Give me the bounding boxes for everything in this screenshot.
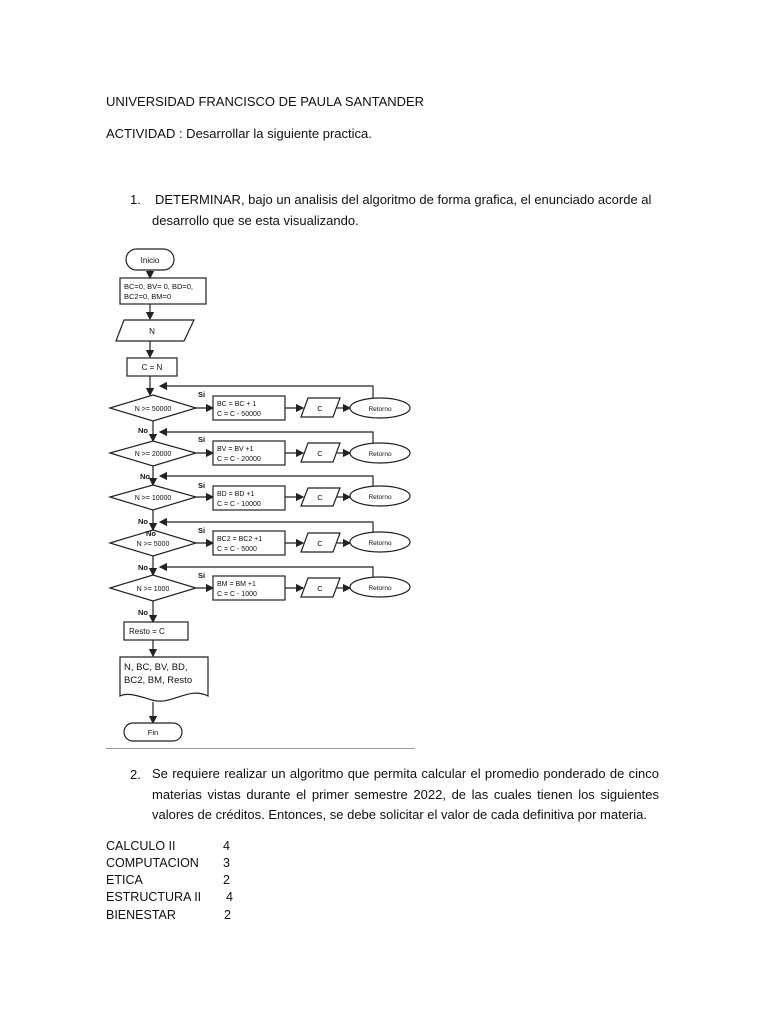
decision-condition: N >= 20000	[134, 451, 172, 458]
subject-credits: 2	[224, 908, 231, 922]
return-label: Retorno	[368, 451, 392, 458]
subject-credits: 2	[223, 873, 230, 887]
remainder-label: Resto = C	[129, 627, 165, 636]
input-n	[116, 320, 194, 341]
university-title: UNIVERSIDAD FRANCISCO DE PAULA SANTANDER	[106, 94, 425, 109]
process-op-2: C = C - 20000	[217, 456, 261, 463]
decision-condition: N >= 1000	[136, 586, 170, 593]
output-c-label: C	[317, 493, 323, 502]
process-op-2: C = C - 1000	[217, 591, 257, 598]
init-line-2: BC2=0, BM=0	[124, 292, 172, 301]
init-line-1: BC=0, BV= 0, BD=0,	[124, 282, 193, 291]
yes-label: Si	[198, 435, 206, 444]
yes-label: Si	[198, 526, 206, 535]
decision-row-4	[110, 522, 410, 556]
section-divider	[106, 748, 415, 749]
subject-credits: 3	[223, 856, 230, 870]
return-label: Retorno	[368, 540, 392, 547]
input-n-label: N	[149, 327, 155, 336]
decision-row-2	[110, 432, 410, 466]
return-label: Retorno	[368, 406, 392, 413]
subject-name: ESTRUCTURA II	[106, 890, 202, 904]
start-label: Inicio	[140, 256, 160, 265]
process-op-2: C = C - 50000	[217, 411, 261, 418]
decision-condition: N >= 5000	[136, 541, 170, 548]
no-label: No	[138, 517, 148, 526]
flowchart	[100, 240, 420, 745]
question-1-line-1: DETERMINAR, bajo un analisis del algoritmo de forma grafica, el enunciado acorde al	[155, 192, 652, 207]
question-1-number: 1.	[130, 192, 141, 207]
no-label: No	[138, 563, 148, 572]
subject-name: CALCULO II	[106, 839, 176, 853]
process-op-1: BV = BV +1	[217, 446, 254, 453]
decision-condition: N >= 50000	[134, 406, 172, 413]
decision-row-1	[110, 386, 410, 421]
yes-label: Si	[198, 481, 206, 490]
decision-condition: N >= 10000	[134, 495, 172, 502]
question-2-text: Se requiere realizar un algoritmo que permita calcular el promedio ponderado de cinco materias vistas durante el primer semestre 2022, de las cuales tienen los siguientes valores de créditos. Entonces, se debe solicitar el valor de cada definitiva por materia.	[152, 766, 659, 822]
return-label: Retorno	[368, 494, 392, 501]
output-c-label: C	[317, 539, 323, 548]
process-op-2: C = C - 5000	[217, 546, 257, 553]
subject-credits: 4	[226, 890, 233, 904]
question-1-line-2: desarrollo que se esta visualizando.	[152, 213, 359, 228]
process-op-1: BC2 = BC2 +1	[217, 536, 263, 543]
process-op-2: C = C - 10000	[217, 501, 261, 508]
subject-credits: 4	[223, 839, 230, 853]
subject-name: BIENESTAR	[106, 908, 176, 922]
yes-label: Si	[198, 390, 206, 399]
final-output-line-2: BC2, BM, Resto	[124, 675, 193, 686]
output-c-label: C	[317, 449, 323, 458]
subject-name: ETICA	[106, 873, 143, 887]
process-op-1: BD = BD +1	[217, 491, 255, 498]
process-op-1: BC = BC + 1	[217, 401, 257, 408]
output-c-label: C	[317, 584, 323, 593]
decision-row-5	[110, 567, 410, 601]
no-label: No	[138, 608, 148, 617]
end-label: Fin	[147, 728, 159, 737]
no-label: No	[146, 529, 156, 538]
activity-line: ACTIVIDAD : Desarrollar la siguiente practica.	[106, 126, 372, 141]
no-label: No	[140, 472, 150, 481]
return-label: Retorno	[368, 585, 392, 592]
output-c-label: C	[317, 404, 323, 413]
decision-row-3	[110, 476, 410, 510]
question-2-number: 2.	[130, 767, 141, 782]
process-op-1: BM = BM +1	[217, 581, 256, 588]
assign-c-label: C = N	[141, 363, 163, 372]
subject-name: COMPUTACION	[106, 856, 199, 870]
yes-label: Si	[198, 571, 206, 580]
final-output-line-1: N, BC, BV, BD,	[124, 662, 188, 673]
no-label: No	[138, 426, 148, 435]
